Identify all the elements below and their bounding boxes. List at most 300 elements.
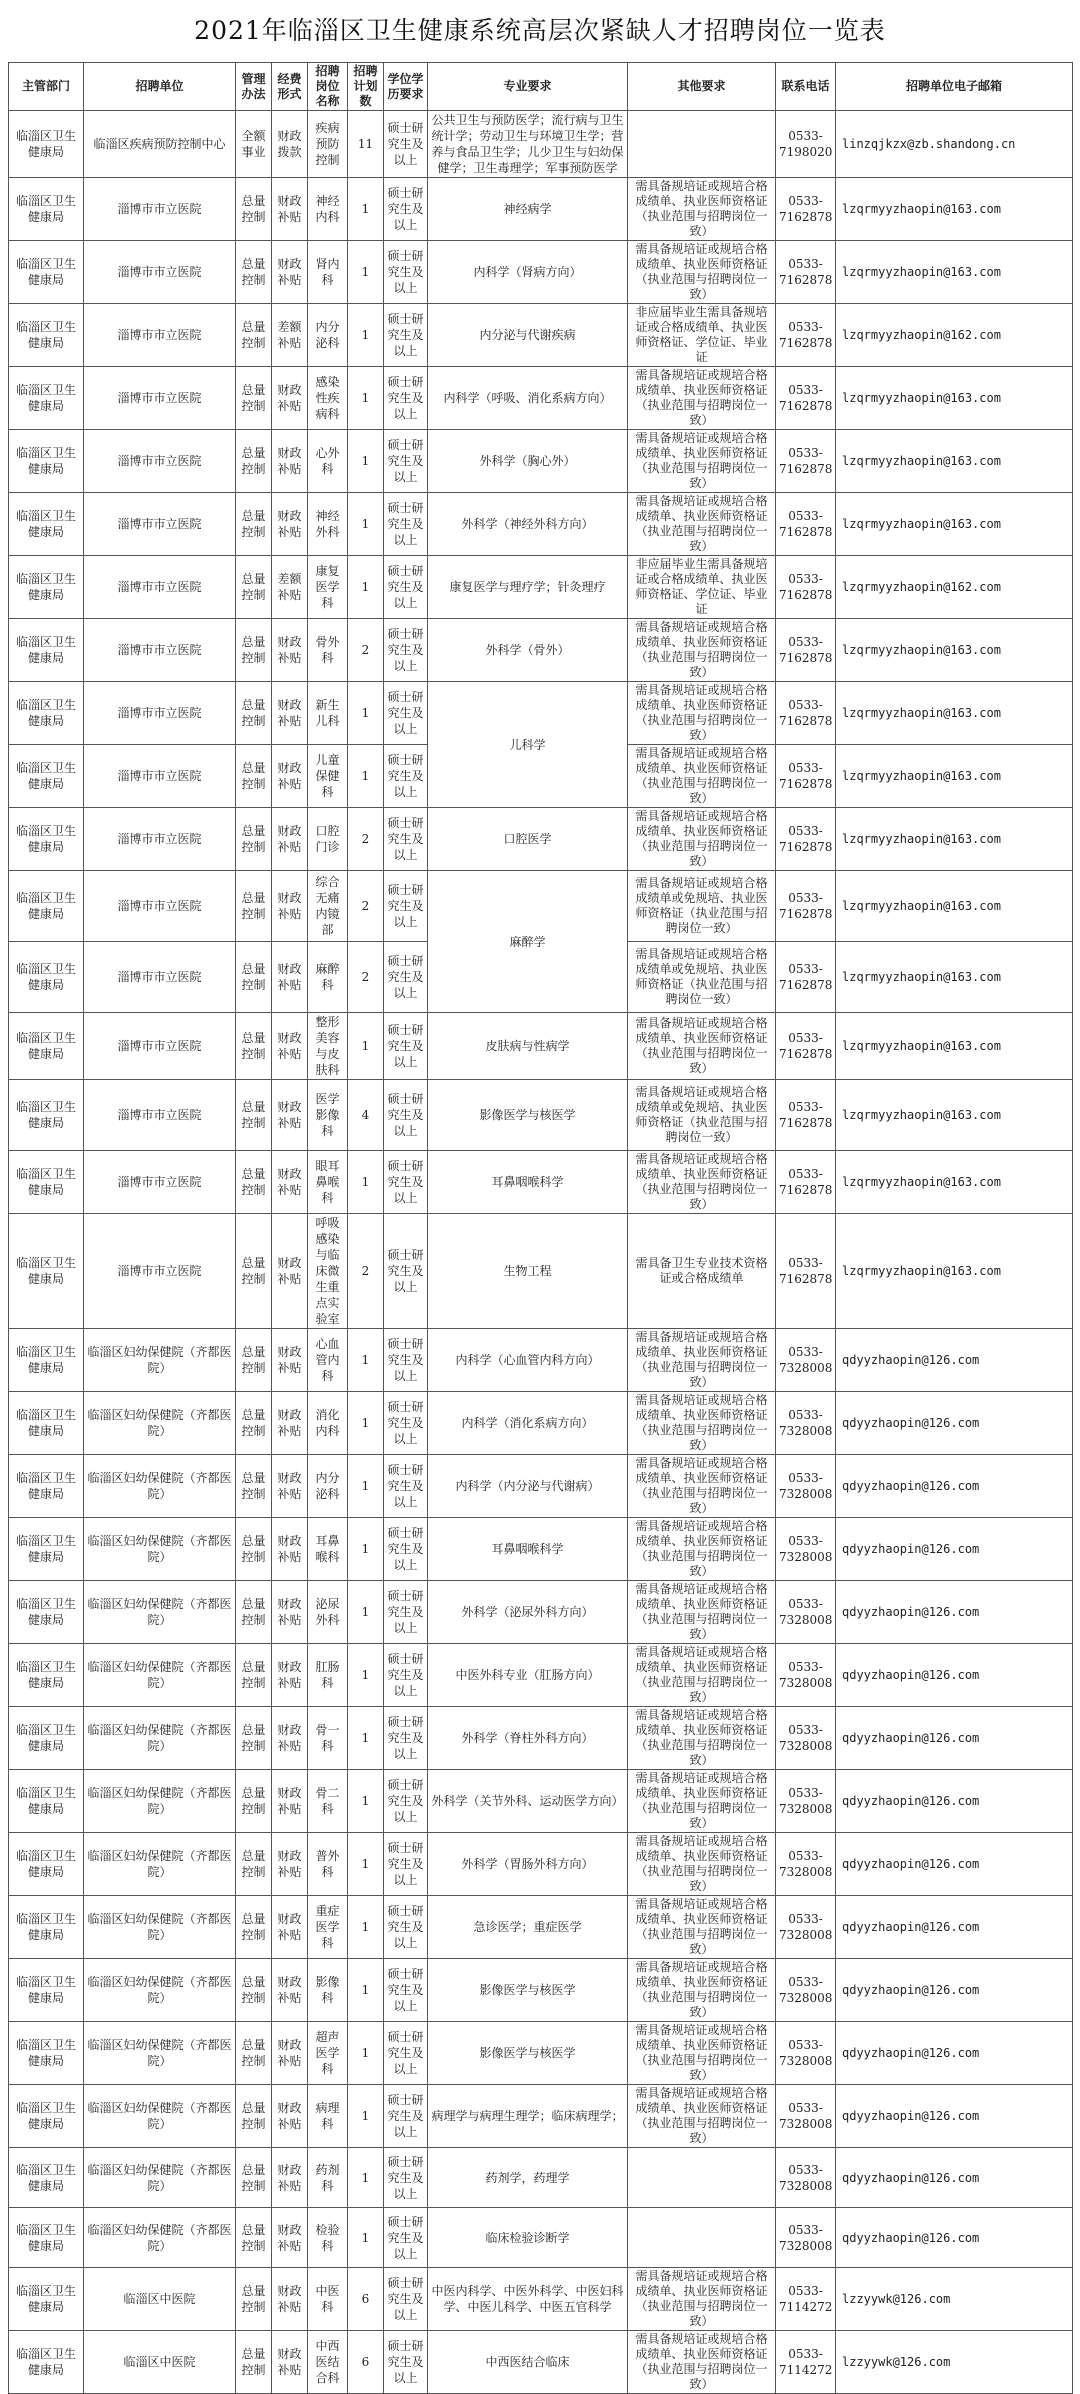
cell-edu: 硕士研究生及以上 <box>384 111 428 178</box>
cell-mgmt: 总量控制 <box>236 619 272 682</box>
cell-unit: 临淄区妇幼保健院（齐都医院） <box>84 2022 236 2085</box>
cell-email: linzqjkzx@zb.shandong.cn <box>836 111 1073 178</box>
cell-plan: 2 <box>348 1214 384 1329</box>
cell-edu: 硕士研究生及以上 <box>384 619 428 682</box>
cell-other: 需具备规培证或规培合格成绩单、执业医师资格证（执业范围与招聘岗位一致） <box>628 1581 776 1644</box>
table-row <box>9 1644 1073 1707</box>
cell-funding: 差额补贴 <box>272 304 308 367</box>
cell-edu: 硕士研究生及以上 <box>384 1644 428 1707</box>
cell-other: 需具备规培证或规培合格成绩单、执业医师资格证（执业范围与招聘岗位一致） <box>628 1518 776 1581</box>
cell-other: 需具备规培证或规培合格成绩单或免规培、执业医师资格证（执业范围与招聘岗位一致） <box>628 871 776 942</box>
table-row <box>9 2085 1073 2148</box>
cell-edu: 硕士研究生及以上 <box>384 1392 428 1455</box>
cell-plan: 1 <box>348 745 384 808</box>
cell-post: 内分泌科 <box>308 304 348 367</box>
cell-other: 需具备规培证或规培合格成绩单、执业医师资格证（执业范围与招聘岗位一致） <box>628 1770 776 1833</box>
cell-dept: 临淄区卫生健康局 <box>9 556 84 619</box>
cell-major: 康复医学与理疗学；针灸理疗 <box>428 556 628 619</box>
cell-dept: 临淄区卫生健康局 <box>9 1214 84 1329</box>
cell-phone: 0533-7162878 <box>776 871 836 942</box>
cell-dept: 临淄区卫生健康局 <box>9 1833 84 1896</box>
header-email: 招聘单位电子邮箱 <box>836 63 1073 111</box>
cell-edu: 硕士研究生及以上 <box>384 942 428 1013</box>
cell-edu: 硕士研究生及以上 <box>384 2022 428 2085</box>
cell-phone: 0533-7328008 <box>776 1770 836 1833</box>
cell-major: 中医外科专业（肛肠方向） <box>428 1644 628 1707</box>
cell-mgmt: 总量控制 <box>236 1013 272 1080</box>
cell-email: qdyyzhaopin@126.com <box>836 2148 1073 2208</box>
cell-major: 内科学（消化系病方向） <box>428 1392 628 1455</box>
cell-major: 外科学（骨外） <box>428 619 628 682</box>
cell-dept: 临淄区卫生健康局 <box>9 2022 84 2085</box>
cell-dept: 临淄区卫生健康局 <box>9 241 84 304</box>
cell-funding: 财政补贴 <box>272 1644 308 1707</box>
cell-unit: 淄博市市立医院 <box>84 556 236 619</box>
cell-other <box>628 2148 776 2208</box>
cell-post: 感染性疾病科 <box>308 367 348 430</box>
document-title: 2021年临淄区卫生健康系统高层次紧缺人才招聘岗位一览表 <box>194 16 886 45</box>
table-row <box>9 111 1073 178</box>
cell-funding: 财政补贴 <box>272 1581 308 1644</box>
cell-mgmt: 总量控制 <box>236 1959 272 2022</box>
cell-phone: 0533-7162878 <box>776 493 836 556</box>
header-funding: 经费形式 <box>272 63 308 111</box>
header-edu: 学位学历要求 <box>384 63 428 111</box>
cell-mgmt: 总量控制 <box>236 1833 272 1896</box>
cell-other: 非应届毕业生需具备规培证或合格成绩单、执业医师资格证、学位证、毕业证 <box>628 304 776 367</box>
cell-edu: 硕士研究生及以上 <box>384 2268 428 2331</box>
cell-mgmt: 总量控制 <box>236 2022 272 2085</box>
cell-phone: 0533-7328008 <box>776 2022 836 2085</box>
cell-dept: 临淄区卫生健康局 <box>9 1518 84 1581</box>
cell-dept: 临淄区卫生健康局 <box>9 1455 84 1518</box>
cell-plan: 1 <box>348 2148 384 2208</box>
cell-major: 皮肤病与性病学 <box>428 1013 628 1080</box>
cell-email: qdyyzhaopin@126.com <box>836 2208 1073 2268</box>
cell-post: 骨二科 <box>308 1770 348 1833</box>
cell-unit: 临淄区妇幼保健院（齐都医院） <box>84 1770 236 1833</box>
cell-unit: 淄博市市立医院 <box>84 619 236 682</box>
table-row <box>9 556 1073 619</box>
cell-dept: 临淄区卫生健康局 <box>9 942 84 1013</box>
cell-email: qdyyzhaopin@126.com <box>836 1770 1073 1833</box>
table-row <box>9 1214 1073 1329</box>
cell-unit: 临淄区妇幼保健院（齐都医院） <box>84 1455 236 1518</box>
cell-major: 内科学（内分泌与代谢病） <box>428 1455 628 1518</box>
cell-phone: 0533-7162878 <box>776 1013 836 1080</box>
cell-funding: 财政补贴 <box>272 2148 308 2208</box>
cell-mgmt: 总量控制 <box>236 1581 272 1644</box>
cell-email: qdyyzhaopin@126.com <box>836 1392 1073 1455</box>
cell-unit: 临淄区疾病预防控制中心 <box>84 111 236 178</box>
cell-other: 需具备卫生专业技术资格证或合格成绩单 <box>628 1214 776 1329</box>
cell-funding: 财政补贴 <box>272 1329 308 1392</box>
cell-funding: 财政补贴 <box>272 745 308 808</box>
cell-plan: 1 <box>348 1896 384 1959</box>
cell-dept: 临淄区卫生健康局 <box>9 430 84 493</box>
cell-unit: 淄博市市立医院 <box>84 745 236 808</box>
cell-mgmt: 总量控制 <box>236 2208 272 2268</box>
table-row <box>9 430 1073 493</box>
cell-other: 需具备规培证或规培合格成绩单、执业医师资格证（执业范围与招聘岗位一致） <box>628 178 776 241</box>
cell-unit: 淄博市市立医院 <box>84 682 236 745</box>
cell-email: lzqrmyyzhaopin@163.com <box>836 1080 1073 1151</box>
cell-edu: 硕士研究生及以上 <box>384 1896 428 1959</box>
cell-phone: 0533-7162878 <box>776 1214 836 1329</box>
table-row <box>9 2208 1073 2268</box>
cell-edu: 硕士研究生及以上 <box>384 241 428 304</box>
cell-plan: 1 <box>348 493 384 556</box>
cell-post: 儿童保健科 <box>308 745 348 808</box>
cell-email: lzqrmyyzhaopin@163.com <box>836 493 1073 556</box>
cell-phone: 0533-7198020 <box>776 111 836 178</box>
cell-dept: 临淄区卫生健康局 <box>9 178 84 241</box>
cell-mgmt: 总量控制 <box>236 1518 272 1581</box>
cell-post: 医学影像科 <box>308 1080 348 1151</box>
cell-dept: 临淄区卫生健康局 <box>9 1013 84 1080</box>
cell-post: 口腔门诊 <box>308 808 348 871</box>
cell-phone: 0533-7328008 <box>776 1833 836 1896</box>
cell-major: 影像医学与核医学 <box>428 1080 628 1151</box>
cell-unit: 淄博市市立医院 <box>84 1214 236 1329</box>
cell-major: 药剂学，药理学 <box>428 2148 628 2208</box>
table-row <box>9 493 1073 556</box>
cell-post: 综合无痛内镜部 <box>308 871 348 942</box>
cell-post: 耳鼻喉科 <box>308 1518 348 1581</box>
cell-post: 病理科 <box>308 2085 348 2148</box>
cell-post: 肾内科 <box>308 241 348 304</box>
cell-dept: 临淄区卫生健康局 <box>9 111 84 178</box>
cell-unit: 临淄区妇幼保健院（齐都医院） <box>84 1329 236 1392</box>
cell-email: lzzyywk@126.com <box>836 2331 1073 2394</box>
cell-mgmt: 总量控制 <box>236 1707 272 1770</box>
cell-unit: 临淄区妇幼保健院（齐都医院） <box>84 2148 236 2208</box>
cell-plan: 1 <box>348 1013 384 1080</box>
cell-post: 神经外科 <box>308 493 348 556</box>
cell-other: 需具备规培证或规培合格成绩单、执业医师资格证（执业范围与招聘岗位一致） <box>628 1959 776 2022</box>
cell-other: 需具备规培证或规培合格成绩单、执业医师资格证（执业范围与招聘岗位一致） <box>628 2268 776 2331</box>
cell-major: 麻醉学 <box>428 871 628 1013</box>
cell-plan: 2 <box>348 871 384 942</box>
cell-mgmt: 总量控制 <box>236 1770 272 1833</box>
cell-major: 口腔医学 <box>428 808 628 871</box>
cell-email: qdyyzhaopin@126.com <box>836 1707 1073 1770</box>
cell-email: lzqrmyyzhaopin@163.com <box>836 178 1073 241</box>
table-row <box>9 1581 1073 1644</box>
cell-edu: 硕士研究生及以上 <box>384 1329 428 1392</box>
table-row <box>9 241 1073 304</box>
cell-unit: 临淄区妇幼保健院（齐都医院） <box>84 1644 236 1707</box>
cell-funding: 财政补贴 <box>272 2268 308 2331</box>
table-row <box>9 1770 1073 1833</box>
table-header-row <box>9 63 1073 111</box>
cell-dept: 临淄区卫生健康局 <box>9 1959 84 2022</box>
cell-dept: 临淄区卫生健康局 <box>9 808 84 871</box>
cell-phone: 0533-7162878 <box>776 1080 836 1151</box>
cell-plan: 1 <box>348 1581 384 1644</box>
cell-unit: 淄博市市立医院 <box>84 304 236 367</box>
cell-email: lzqrmyyzhaopin@163.com <box>836 745 1073 808</box>
cell-mgmt: 总量控制 <box>236 682 272 745</box>
cell-edu: 硕士研究生及以上 <box>384 1518 428 1581</box>
cell-dept: 临淄区卫生健康局 <box>9 871 84 942</box>
cell-post: 中西医结合科 <box>308 2331 348 2394</box>
cell-unit: 临淄区中医院 <box>84 2268 236 2331</box>
table-row <box>9 1392 1073 1455</box>
cell-email: lzqrmyyzhaopin@163.com <box>836 871 1073 942</box>
cell-plan: 1 <box>348 1455 384 1518</box>
table-row <box>9 1833 1073 1896</box>
cell-email: lzqrmyyzhaopin@163.com <box>836 942 1073 1013</box>
cell-major: 公共卫生与预防医学；流行病与卫生统计学；劳动卫生与环境卫生学；营养与食品卫生学；儿少卫生与妇幼保健学；卫生毒理学；军事预防医学 <box>428 111 628 178</box>
cell-phone: 0533-7328008 <box>776 1707 836 1770</box>
header-major: 专业要求 <box>428 63 628 111</box>
cell-edu: 硕士研究生及以上 <box>384 2208 428 2268</box>
cell-email: lzqrmyyzhaopin@163.com <box>836 367 1073 430</box>
cell-mgmt: 总量控制 <box>236 1151 272 1214</box>
cell-funding: 财政补贴 <box>272 2331 308 2394</box>
cell-unit: 淄博市市立医院 <box>84 241 236 304</box>
cell-mgmt: 总量控制 <box>236 241 272 304</box>
cell-dept: 临淄区卫生健康局 <box>9 2208 84 2268</box>
table-row <box>9 1959 1073 2022</box>
cell-email: lzqrmyyzhaopin@162.com <box>836 304 1073 367</box>
cell-post: 超声医学科 <box>308 2022 348 2085</box>
cell-mgmt: 总量控制 <box>236 1329 272 1392</box>
cell-phone: 0533-7328008 <box>776 1329 836 1392</box>
cell-phone: 0533-7328008 <box>776 1959 836 2022</box>
cell-unit: 临淄区中医院 <box>84 2331 236 2394</box>
header-mgmt: 管理办法 <box>236 63 272 111</box>
cell-funding: 财政补贴 <box>272 619 308 682</box>
cell-funding: 财政补贴 <box>272 2022 308 2085</box>
cell-phone: 0533-7328008 <box>776 1392 836 1455</box>
table-row <box>9 2331 1073 2394</box>
cell-edu: 硕士研究生及以上 <box>384 1214 428 1329</box>
cell-dept: 临淄区卫生健康局 <box>9 2148 84 2208</box>
cell-post: 眼耳鼻喉科 <box>308 1151 348 1214</box>
cell-phone: 0533-7328008 <box>776 2148 836 2208</box>
cell-plan: 1 <box>348 304 384 367</box>
cell-edu: 硕士研究生及以上 <box>384 2148 428 2208</box>
cell-funding: 财政补贴 <box>272 1080 308 1151</box>
cell-post: 重症医学科 <box>308 1896 348 1959</box>
cell-plan: 1 <box>348 1833 384 1896</box>
cell-post: 整形美容与皮肤科 <box>308 1013 348 1080</box>
cell-major: 影像医学与核医学 <box>428 1959 628 2022</box>
cell-unit: 淄博市市立医院 <box>84 871 236 942</box>
cell-post: 骨一科 <box>308 1707 348 1770</box>
cell-unit: 临淄区妇幼保健院（齐都医院） <box>84 1581 236 1644</box>
cell-major: 外科学（胃肠外科方向） <box>428 1833 628 1896</box>
header-post: 招聘岗位名称 <box>308 63 348 111</box>
cell-email: lzqrmyyzhaopin@163.com <box>836 682 1073 745</box>
table-row <box>9 178 1073 241</box>
cell-phone: 0533-7114272 <box>776 2268 836 2331</box>
cell-funding: 财政补贴 <box>272 1013 308 1080</box>
cell-plan: 1 <box>348 1644 384 1707</box>
cell-mgmt: 总量控制 <box>236 745 272 808</box>
cell-edu: 硕士研究生及以上 <box>384 556 428 619</box>
cell-mgmt: 总量控制 <box>236 556 272 619</box>
header-phone: 联系电话 <box>776 63 836 111</box>
cell-phone: 0533-7162878 <box>776 430 836 493</box>
cell-email: lzqrmyyzhaopin@163.com <box>836 619 1073 682</box>
cell-unit: 淄博市市立医院 <box>84 430 236 493</box>
cell-major: 外科学（胸心外） <box>428 430 628 493</box>
cell-major: 急诊医学；重症医学 <box>428 1896 628 1959</box>
cell-funding: 财政补贴 <box>272 942 308 1013</box>
cell-dept: 临淄区卫生健康局 <box>9 304 84 367</box>
cell-plan: 6 <box>348 2331 384 2394</box>
table-row <box>9 304 1073 367</box>
cell-post: 消化内科 <box>308 1392 348 1455</box>
cell-phone: 0533-7328008 <box>776 2085 836 2148</box>
cell-funding: 差额补贴 <box>272 556 308 619</box>
cell-post: 内分泌科 <box>308 1455 348 1518</box>
cell-other: 需具备规培证或规培合格成绩单、执业医师资格证（执业范围与招聘岗位一致） <box>628 2085 776 2148</box>
cell-major: 耳鼻咽喉科学 <box>428 1151 628 1214</box>
cell-other: 需具备规培证或规培合格成绩单、执业医师资格证（执业范围与招聘岗位一致） <box>628 745 776 808</box>
cell-funding: 财政补贴 <box>272 2208 308 2268</box>
cell-post: 药剂科 <box>308 2148 348 2208</box>
cell-other: 需具备规培证或规培合格成绩单、执业医师资格证（执业范围与招聘岗位一致） <box>628 367 776 430</box>
table-row <box>9 2148 1073 2208</box>
cell-major: 生物工程 <box>428 1214 628 1329</box>
cell-major: 内科学（呼吸、消化系病方向） <box>428 367 628 430</box>
cell-mgmt: 总量控制 <box>236 1214 272 1329</box>
cell-phone: 0533-7328008 <box>776 1896 836 1959</box>
cell-edu: 硕士研究生及以上 <box>384 178 428 241</box>
cell-funding: 财政补贴 <box>272 682 308 745</box>
cell-post: 骨外科 <box>308 619 348 682</box>
cell-edu: 硕士研究生及以上 <box>384 871 428 942</box>
cell-funding: 财政补贴 <box>272 1392 308 1455</box>
cell-post: 肛肠科 <box>308 1644 348 1707</box>
cell-mgmt: 总量控制 <box>236 178 272 241</box>
cell-mgmt: 总量控制 <box>236 1644 272 1707</box>
cell-plan: 1 <box>348 430 384 493</box>
table-row <box>9 1013 1073 1080</box>
cell-major: 中医内科学、中医外科学、中医妇科学、中医儿科学、中医五官科学 <box>428 2268 628 2331</box>
cell-dept: 临淄区卫生健康局 <box>9 1392 84 1455</box>
cell-edu: 硕士研究生及以上 <box>384 2331 428 2394</box>
table-row <box>9 2268 1073 2331</box>
cell-post: 普外科 <box>308 1833 348 1896</box>
cell-post: 影像科 <box>308 1959 348 2022</box>
cell-edu: 硕士研究生及以上 <box>384 1080 428 1151</box>
cell-phone: 0533-7328008 <box>776 1644 836 1707</box>
table-row <box>9 1896 1073 1959</box>
cell-plan: 1 <box>348 682 384 745</box>
cell-mgmt: 总量控制 <box>236 2331 272 2394</box>
cell-phone: 0533-7162878 <box>776 619 836 682</box>
cell-funding: 财政补贴 <box>272 1707 308 1770</box>
cell-dept: 临淄区卫生健康局 <box>9 745 84 808</box>
cell-plan: 1 <box>348 178 384 241</box>
cell-funding: 财政补贴 <box>272 871 308 942</box>
cell-other: 需具备规培证或规培合格成绩单、执业医师资格证（执业范围与招聘岗位一致） <box>628 808 776 871</box>
cell-email: lzqrmyyzhaopin@163.com <box>836 1214 1073 1329</box>
cell-post: 呼吸感染与临床微生重点实验室 <box>308 1214 348 1329</box>
cell-major: 临床检验诊断学 <box>428 2208 628 2268</box>
cell-email: qdyyzhaopin@126.com <box>836 2085 1073 2148</box>
cell-edu: 硕士研究生及以上 <box>384 1770 428 1833</box>
cell-email: qdyyzhaopin@126.com <box>836 1959 1073 2022</box>
recruitment-table <box>8 62 1073 2394</box>
cell-phone: 0533-7162878 <box>776 942 836 1013</box>
cell-major: 内分泌与代谢疾病 <box>428 304 628 367</box>
cell-plan: 1 <box>348 1518 384 1581</box>
cell-dept: 临淄区卫生健康局 <box>9 1080 84 1151</box>
cell-dept: 临淄区卫生健康局 <box>9 493 84 556</box>
cell-unit: 临淄区妇幼保健院（齐都医院） <box>84 1959 236 2022</box>
cell-email: qdyyzhaopin@126.com <box>836 1455 1073 1518</box>
table-row <box>9 871 1073 942</box>
cell-plan: 1 <box>348 1329 384 1392</box>
cell-plan: 1 <box>348 1151 384 1214</box>
cell-mgmt: 总量控制 <box>236 808 272 871</box>
cell-mgmt: 总量控制 <box>236 1080 272 1151</box>
cell-other <box>628 111 776 178</box>
cell-major: 内科学（肾病方向） <box>428 241 628 304</box>
cell-unit: 淄博市市立医院 <box>84 493 236 556</box>
cell-email: lzqrmyyzhaopin@162.com <box>836 556 1073 619</box>
cell-other: 需具备规培证或规培合格成绩单或免规培、执业医师资格证（执业范围与招聘岗位一致） <box>628 1080 776 1151</box>
cell-unit: 淄博市市立医院 <box>84 1080 236 1151</box>
cell-phone: 0533-7162878 <box>776 1151 836 1214</box>
cell-mgmt: 总量控制 <box>236 430 272 493</box>
cell-unit: 临淄区妇幼保健院（齐都医院） <box>84 1707 236 1770</box>
table-row <box>9 1518 1073 1581</box>
cell-mgmt: 总量控制 <box>236 1455 272 1518</box>
cell-phone: 0533-7328008 <box>776 2208 836 2268</box>
cell-funding: 财政补贴 <box>272 493 308 556</box>
cell-edu: 硕士研究生及以上 <box>384 1959 428 2022</box>
cell-plan: 1 <box>348 2085 384 2148</box>
cell-edu: 硕士研究生及以上 <box>384 808 428 871</box>
cell-funding: 财政补贴 <box>272 2085 308 2148</box>
cell-plan: 1 <box>348 1770 384 1833</box>
cell-other: 需具备规培证或规培合格成绩单、执业医师资格证（执业范围与招聘岗位一致） <box>628 1392 776 1455</box>
cell-edu: 硕士研究生及以上 <box>384 1013 428 1080</box>
cell-major: 影像医学与核医学 <box>428 2022 628 2085</box>
cell-post: 检验科 <box>308 2208 348 2268</box>
cell-dept: 临淄区卫生健康局 <box>9 1770 84 1833</box>
cell-plan: 4 <box>348 1080 384 1151</box>
cell-unit: 淄博市市立医院 <box>84 178 236 241</box>
cell-major: 外科学（脊柱外科方向） <box>428 1707 628 1770</box>
header-unit: 招聘单位 <box>84 63 236 111</box>
cell-edu: 硕士研究生及以上 <box>384 2085 428 2148</box>
cell-mgmt: 总量控制 <box>236 304 272 367</box>
cell-major: 外科学（泌尿外科方向） <box>428 1581 628 1644</box>
cell-phone: 0533-7162878 <box>776 745 836 808</box>
cell-major: 内科学（心血管内科方向） <box>428 1329 628 1392</box>
cell-funding: 财政补贴 <box>272 1896 308 1959</box>
cell-plan: 2 <box>348 942 384 1013</box>
cell-dept: 临淄区卫生健康局 <box>9 682 84 745</box>
cell-phone: 0533-7162878 <box>776 367 836 430</box>
cell-plan: 6 <box>348 2268 384 2331</box>
cell-other: 需具备规培证或规培合格成绩单、执业医师资格证（执业范围与招聘岗位一致） <box>628 493 776 556</box>
cell-post: 心血管内科 <box>308 1329 348 1392</box>
cell-major: 儿科学 <box>428 682 628 808</box>
cell-edu: 硕士研究生及以上 <box>384 493 428 556</box>
cell-unit: 临淄区妇幼保健院（齐都医院） <box>84 1518 236 1581</box>
cell-unit: 淄博市市立医院 <box>84 367 236 430</box>
cell-plan: 1 <box>348 2022 384 2085</box>
